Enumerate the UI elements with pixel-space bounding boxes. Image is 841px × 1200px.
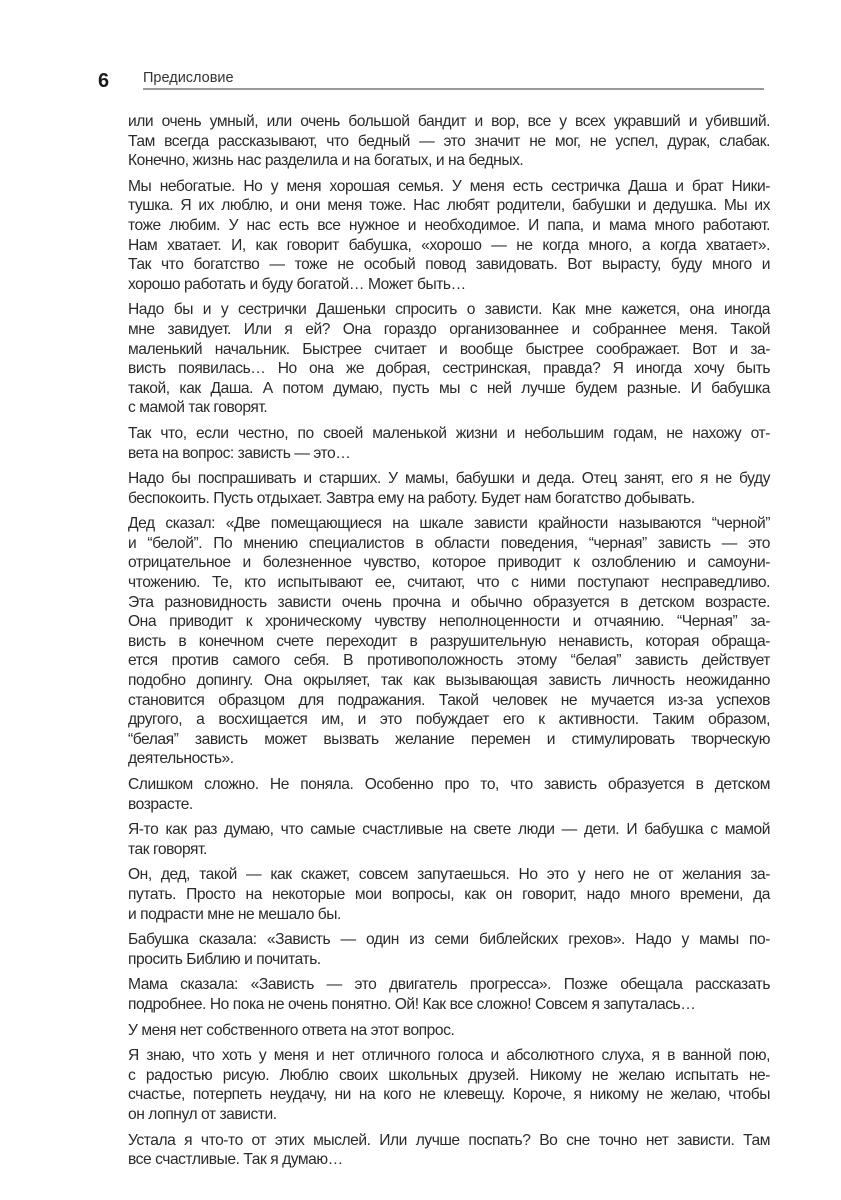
paragraph bbox=[128, 469, 770, 508]
header-rule bbox=[143, 88, 764, 90]
paragraph bbox=[128, 975, 770, 1014]
text-line: путать. Просто на некоторые мои вопросы, как он говорит, надо много времени, да bbox=[128, 885, 770, 903]
page-number: 6 bbox=[98, 70, 110, 92]
text-line: Надо бы и у сестрички Дашеньки спросить о зависти. Как мне кажется, она иногда bbox=[128, 301, 770, 319]
text-line: висть в конечном счете переходит в разрушительную ненависть, которая обраща- bbox=[128, 632, 770, 650]
page-header bbox=[98, 68, 768, 94]
text-line: Слишком сложно. Не поняла. Особенно про то, что зависть образуется в детском bbox=[128, 776, 770, 793]
text-line: возрасте. bbox=[128, 795, 193, 813]
text-line: отрицательное и болезненное чувство, которое приводит к озлоблению и самоуни- bbox=[128, 554, 770, 572]
paragraph bbox=[128, 424, 770, 463]
text-line: Дед сказал: «Две помещающиеся на шкале зависти крайности называются “черной” bbox=[128, 515, 770, 533]
text-line: Она приводит к хроническому чувству неполноценности и отчаянию. “Черная” за- bbox=[128, 613, 770, 631]
text-line: тушка. Я их люблю, и они меня тоже. Нас любят родители, бабушки и дедушка. Мы их bbox=[128, 197, 770, 215]
paragraph bbox=[128, 775, 770, 814]
text-line: “белая” зависть может вызвать желание перемен и стимулировать творческую bbox=[128, 730, 770, 748]
text-line: Мама сказала: «Зависть — это двигатель прогресса». Позже обещала рассказать bbox=[128, 976, 770, 994]
paragraph bbox=[128, 514, 770, 769]
running-title: Предисловие bbox=[143, 70, 234, 86]
text-line: подробнее. Но пока не очень понятно. Ой! Как все сложно! Совсем я запуталась… bbox=[128, 995, 696, 1013]
text-line: Я-то как раз думаю, что самые счастливые на свете люди — дети. И бабушка с мамой bbox=[128, 821, 770, 839]
text-line: другого, а восхищается им, и это побуждает его к активности. Таким образом, bbox=[128, 711, 770, 729]
text-line: мне завидует. Или я ей? Она гораздо организованнее и собраннее меня. Такой bbox=[128, 320, 770, 338]
text-line: счастье, потерпеть неудачу, ни на кого не клевещу. Короче, я никому не желаю, чтобы bbox=[128, 1086, 770, 1104]
text-line: хорошо работать и буду богатой… Может быть… bbox=[128, 275, 466, 293]
paragraph bbox=[128, 930, 770, 969]
paragraph bbox=[128, 112, 770, 171]
text-line: Он, дед, такой — как скажет, совсем запутаешься. Но это у него не от желания за- bbox=[128, 866, 770, 884]
paragraph bbox=[128, 177, 770, 295]
text-line: и подрасти мне не мешало бы. bbox=[128, 905, 341, 923]
text-line: подобно допингу. Она окрыляет, так как вызывающая зависть личность неожиданно bbox=[128, 672, 770, 690]
text-line: и “белой”. По мнению специалистов в области поведения, “черная” зависть — это bbox=[128, 534, 770, 552]
text-line: Так что, если честно, по своей маленькой жизни и небольшим годам, не нахожу от- bbox=[128, 424, 770, 442]
paragraph bbox=[128, 300, 770, 418]
text-line: ется против самого себя. В противоположность этому “белая” зависть действует bbox=[128, 652, 770, 670]
text-line: он лопнул от зависти. bbox=[128, 1105, 277, 1123]
text-line: с радостью рисую. Люблю своих школьных друзей. Никому не желаю испытать не- bbox=[128, 1066, 770, 1084]
text-line: висть появилась… Но она же добрая, сестринская, правда? Я иногда хочу быть bbox=[128, 360, 770, 378]
text-line: просить Библию и почитать. bbox=[128, 950, 321, 968]
text-line: или очень умный, или очень большой бандит и вор, все у всех укравший и убивший. bbox=[128, 113, 770, 130]
text-line: Нам хватает. И, как говорит бабушка, «хорошо — не когда много, а когда хватает». bbox=[128, 236, 770, 254]
text-line: Мы небогатые. Но у меня хорошая семья. У меня есть сестричка Даша и брат Ники- bbox=[128, 177, 770, 195]
paragraph bbox=[128, 1131, 770, 1170]
text-line: становится образцом для подражания. Такой человек не мучается из-за успехов bbox=[128, 691, 770, 709]
text-line: Там всегда рассказывают, что бедный — это значит не мог, не успел, дурак, слабак. bbox=[128, 132, 770, 150]
text-line: Конечно, жизнь нас разделила и на богатых, и на бедных. bbox=[128, 152, 524, 170]
paragraph bbox=[128, 865, 770, 924]
paragraph bbox=[128, 1021, 770, 1041]
text-line: с мамой так говорят. bbox=[128, 399, 268, 417]
text-line: Бабушка сказала: «Зависть — один из семи библейских грехов». Надо у мамы по- bbox=[128, 931, 770, 949]
text-line: чтожению. Те, кто испытывают ее, считают, что с ними поступают несправедливо. bbox=[128, 574, 770, 592]
text-line: тоже любим. У нас есть все нужное и необходимое. И папа, и мама много работают. bbox=[128, 216, 770, 234]
paragraph bbox=[128, 1046, 770, 1124]
text-line: такой, как Даша. А потом думаю, пусть мы с ней лучше будем разные. И бабушка bbox=[128, 379, 770, 397]
text-line: маленький начальник. Быстрее считает и вообще быстрее соображает. Вот и за- bbox=[128, 340, 770, 358]
body-text bbox=[128, 112, 770, 1176]
text-line: Устала я что-то от этих мыслей. Или лучше поспать? Во сне точно нет зависти. Там bbox=[128, 1131, 770, 1149]
text-line: Так что богатство — тоже не особый повод завидовать. Вот вырасту, буду много и bbox=[128, 256, 770, 274]
text-line: все счастливые. Так я думаю… bbox=[128, 1151, 343, 1169]
text-line: деятельность». bbox=[128, 750, 234, 768]
text-line: Я знаю, что хоть у меня и нет отличного голоса и абсолютного слуха, я в ванной пою, bbox=[128, 1047, 770, 1065]
text-line: У меня нет собственного ответа на этот вопрос. bbox=[128, 1021, 455, 1039]
text-line: Надо бы поспрашивать и старших. У мамы, бабушки и деда. Отец занят, его я не буду bbox=[128, 470, 770, 488]
text-line: Эта разновидность зависти очень прочна и обычно образуется в детском возрасте. bbox=[128, 593, 770, 611]
paragraph bbox=[128, 820, 770, 859]
text-line: вета на вопрос: зависть — это… bbox=[128, 444, 351, 462]
text-line: так говорят. bbox=[128, 840, 207, 858]
text-line: беспокоить. Пусть отдыхает. Завтра ему на работу. Будет нам богатство добывать. bbox=[128, 489, 695, 507]
